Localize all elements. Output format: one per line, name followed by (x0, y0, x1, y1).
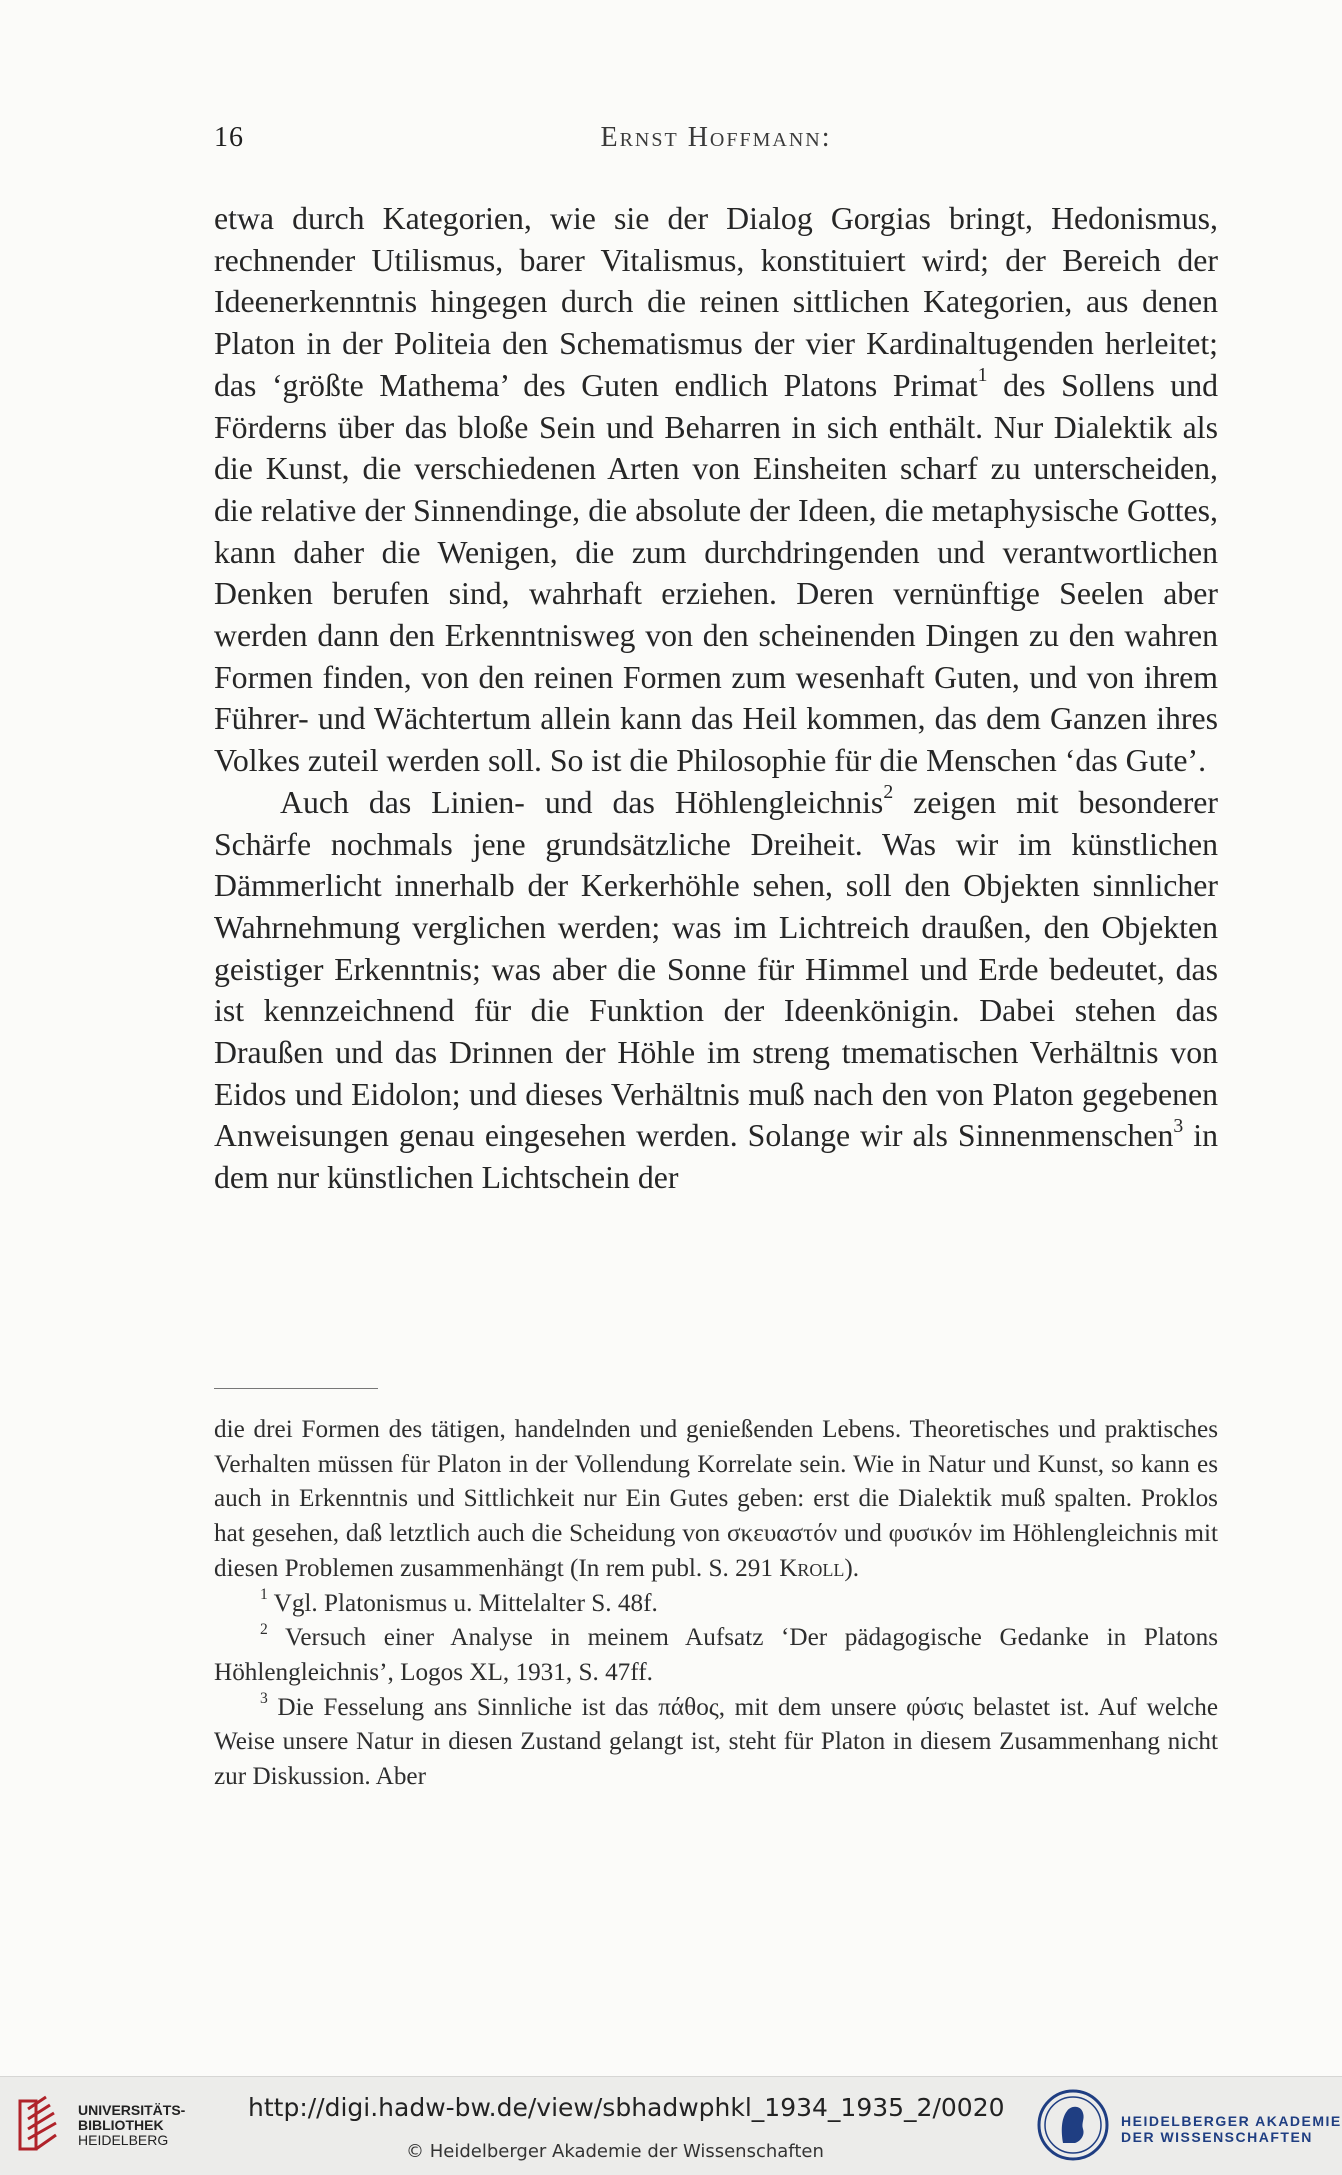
body-text (214, 198, 1218, 1199)
footnote-ref: 3 (1173, 1114, 1184, 1137)
footer-bar (0, 2076, 1342, 2175)
permalink-url[interactable]: http://digi.hadw-bw.de/view/sbhadwphkl_1934_1935_2/0020 (248, 2093, 1005, 2122)
library-name (78, 2103, 185, 2148)
academy-name-line: DER WISSENSCHAFTEN (1121, 2129, 1313, 2145)
text-run: Die Fesselung ans Sinnliche ist das πάθος, mit dem unsere φύσις belastet ist. Auf welche Weise unsere Natur in diesen Zustand gelangt ist, steht für Platon in diesem Zusammenhang nicht zur Diskussion. Aber (214, 1693, 1218, 1791)
footnote-2 (214, 1621, 1218, 1690)
footnote-separator (214, 1388, 378, 1389)
text-run: ). (844, 1554, 860, 1582)
running-title: Ernst Hoffmann: (600, 122, 832, 153)
footnote-3 (214, 1691, 1218, 1795)
footnote-number: 2 (260, 1620, 268, 1638)
text-run: Versuch einer Analyse in meinem Aufsatz ‘Der pädagogische Gedanke in Platons Höhlengleichnis’, Logos XL, 1931, S. 47ff. (214, 1624, 1218, 1686)
footnote-1 (214, 1587, 1218, 1622)
text-run: des Sollens und Förderns über das bloße Sein und Beharren in sich enthält. Nur Dialektik als die Kunst, die verschiedenen Arten von Einsheiten scharf zu unterscheiden, die relative der Sinnendinge, die absolute der Ideen, die metaphysische Gottes, kann daher die Wenigen, die zum durchdringenden und verantwortlichen Denken berufen sind, wahrhaft erziehen. Deren vernünftige Seelen aber werden dann den Erkenntnisweg von den scheinenden Dingen zu den wahren Formen finden, von den reinen Formen zum wesenhaft Guten, und von ihrem Führer- und Wächtertum allein kann das Heil kommen, das dem Ganzen ihres Volkes zuteil werden soll. So ist die Philosophie für die Menschen ‘das Gute’. (214, 367, 1218, 779)
footnote-ref: 1 (977, 364, 988, 387)
paragraph (214, 782, 1218, 1199)
copyright-notice: © Heidelberger Akademie der Wissenschaften (406, 2141, 824, 2162)
library-logo-icon[interactable] (16, 2095, 60, 2155)
footnote-continued (214, 1413, 1218, 1587)
library-name-line: UNIVERSITÄTS- (78, 2102, 186, 2118)
academy-name (1121, 2113, 1342, 2145)
footnote-number: 1 (260, 1585, 268, 1603)
footnote-ref: 2 (883, 781, 894, 804)
page-header (214, 122, 1218, 158)
text-run: Auch das Linien- und das Höhlengleichnis (280, 784, 884, 820)
text-run: die drei Formen des tätigen, handelnden und genießenden Lebens. Theoretisches und praktisches Verhalten müssen für Platon in der Vollendung Korrelate sein. Wie in Natur und Kunst, so kann es auch in Erkenntnis und Sittlichkeit nur Ein Gutes geben: erst die Dialektik muß spalten. Proklos hat gesehen, daß letztlich auch die Scheidung von σκευαστόν und φυσικόν im Höhlengleichnis mit diesen Problemen zusammenhängt (In rem publ. S. 291 (214, 1416, 1218, 1582)
library-name-line: HEIDELBERG (78, 2132, 169, 2148)
text-run: etwa durch Kategorien, wie sie der Dialog Gorgias bringt, Hedonismus, rechnender Utilismus, barer Vitalismus, konstituiert wird; der Bereich der Ideenerkenntnis hingegen durch die reinen sittlichen Kategorien, aus denen Platon in der Politeia den Schematismus der vier Kardinaltugenden herleitet; das ‘größte Mathema’ des Guten endlich Platons Primat (214, 201, 1218, 403)
paragraph (214, 198, 1218, 782)
author-name: Kroll (779, 1554, 845, 1582)
footnotes (214, 1413, 1218, 1795)
academy-name-line: HEIDELBERGER AKADEMIE (1121, 2113, 1342, 2129)
footnote-number: 3 (260, 1689, 268, 1707)
text-run: Vgl. Platonismus u. Mittelalter S. 48f. (267, 1589, 658, 1617)
text-run: zeigen mit besonderer Schärfe nochmals jene grundsätzliche Dreiheit. Was wir im künstlichen Dämmerlicht innerhalb der Kerkerhöhle sehen, soll den Objekten sinnlicher Wahrnehmung verglichen werden; was im Lichtreich draußen, den Objekten geistiger Erkenntnis; was aber die Sonne für Himmel und Erde bedeutet, das ist kennzeichnend für die Funktion der Ideenkönigin. Dabei stehen das Draußen und das Drinnen der Höhle im streng tmematischen Verhältnis von Eidos und Eidolon; und dieses Verhältnis muß nach den von Platon gegebenen Anweisungen genau eingesehen werden. Solange wir als Sinnenmenschen (214, 784, 1219, 1154)
text-run: in dem nur künstlichen Lichtschein der (214, 1118, 1218, 1196)
page-number: 16 (214, 122, 244, 153)
academy-seal-icon[interactable] (1035, 2087, 1111, 2163)
library-name-line: BIBLIOTHEK (78, 2117, 164, 2133)
